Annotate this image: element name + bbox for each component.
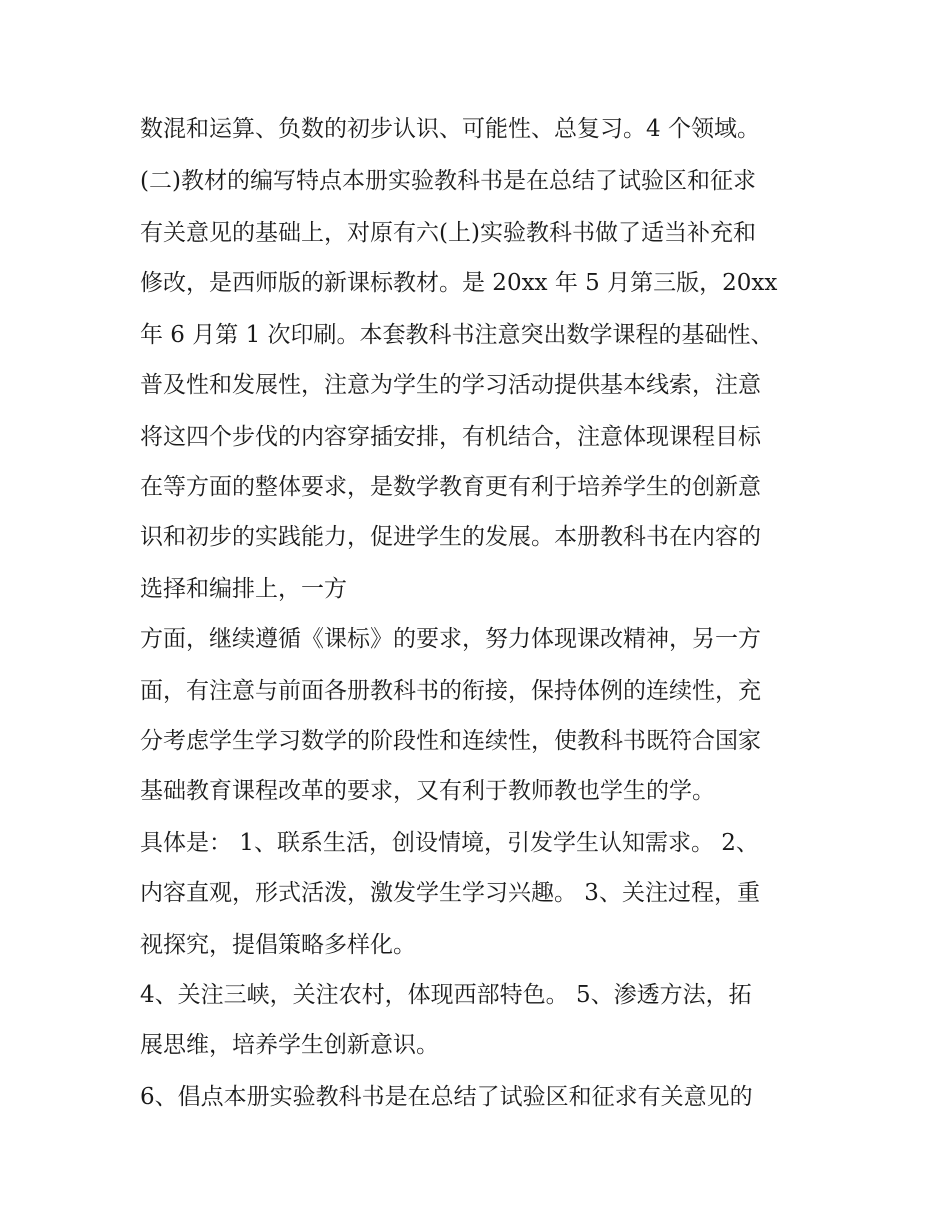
text-line: 修改，是西师版的新课标教材。是 20xx 年 5 月第三版，20xx bbox=[140, 270, 778, 296]
text-line: 分考虑学生学习数学的阶段性和连续性，使教科书既符合国家 bbox=[140, 728, 761, 754]
text-line: 数混和运算、负数的初步认识、可能性、总复习。4 个领域。 bbox=[140, 116, 760, 142]
text-line: 6、倡点本册实验教科书是在总结了试验区和征求有关意见的 bbox=[140, 1084, 753, 1110]
text-line: 有关意见的基础上，对原有六(上)实验教科书做了适当补充和 bbox=[140, 220, 756, 246]
text-line: 普及性和发展性，注意为学生的学习活动提供基本线索，注意 bbox=[140, 372, 761, 398]
text-line: 年 6 月第 1 次印刷。本套教科书注意突出数学课程的基础性、 bbox=[140, 322, 774, 348]
text-line: 面，有注意与前面各册教科书的衔接，保持体例的连续性，充 bbox=[140, 678, 761, 704]
text-line: (二)教材的编写特点本册实验教科书是在总结了试验区和征求 bbox=[140, 168, 756, 194]
text-line: 方面，继续遵循《课标》的要求，努力体现课改精神，另一方 bbox=[140, 626, 761, 652]
text-line: 基础教育课程改革的要求，又有利于教师教也学生的学。 bbox=[140, 778, 715, 804]
text-line: 展思维，培养学生创新意识。 bbox=[140, 1032, 439, 1058]
text-line: 识和初步的实践能力，促进学生的发展。本册教科书在内容的 bbox=[140, 524, 761, 550]
text-line: 视探究，提倡策略多样化。 bbox=[140, 932, 416, 958]
text-line: 内容直观，形式活泼，激发学生学习兴趣。 3、关注过程，重 bbox=[140, 880, 760, 906]
text-line: 将这四个步伐的内容穿插安排，有机结合，注意体现课程目标 bbox=[140, 424, 761, 450]
text-line: 在等方面的整体要求，是数学教育更有利于培养学生的创新意 bbox=[140, 474, 761, 500]
text-line: 4、关注三峡，关注农村，体现西部特色。 5、渗透方法，拓 bbox=[140, 982, 752, 1008]
text-line: 选择和编排上，一方 bbox=[140, 576, 347, 602]
text-line: 具体是： 1、联系生活，创设情境，引发学生认知需求。 2、 bbox=[140, 830, 759, 856]
